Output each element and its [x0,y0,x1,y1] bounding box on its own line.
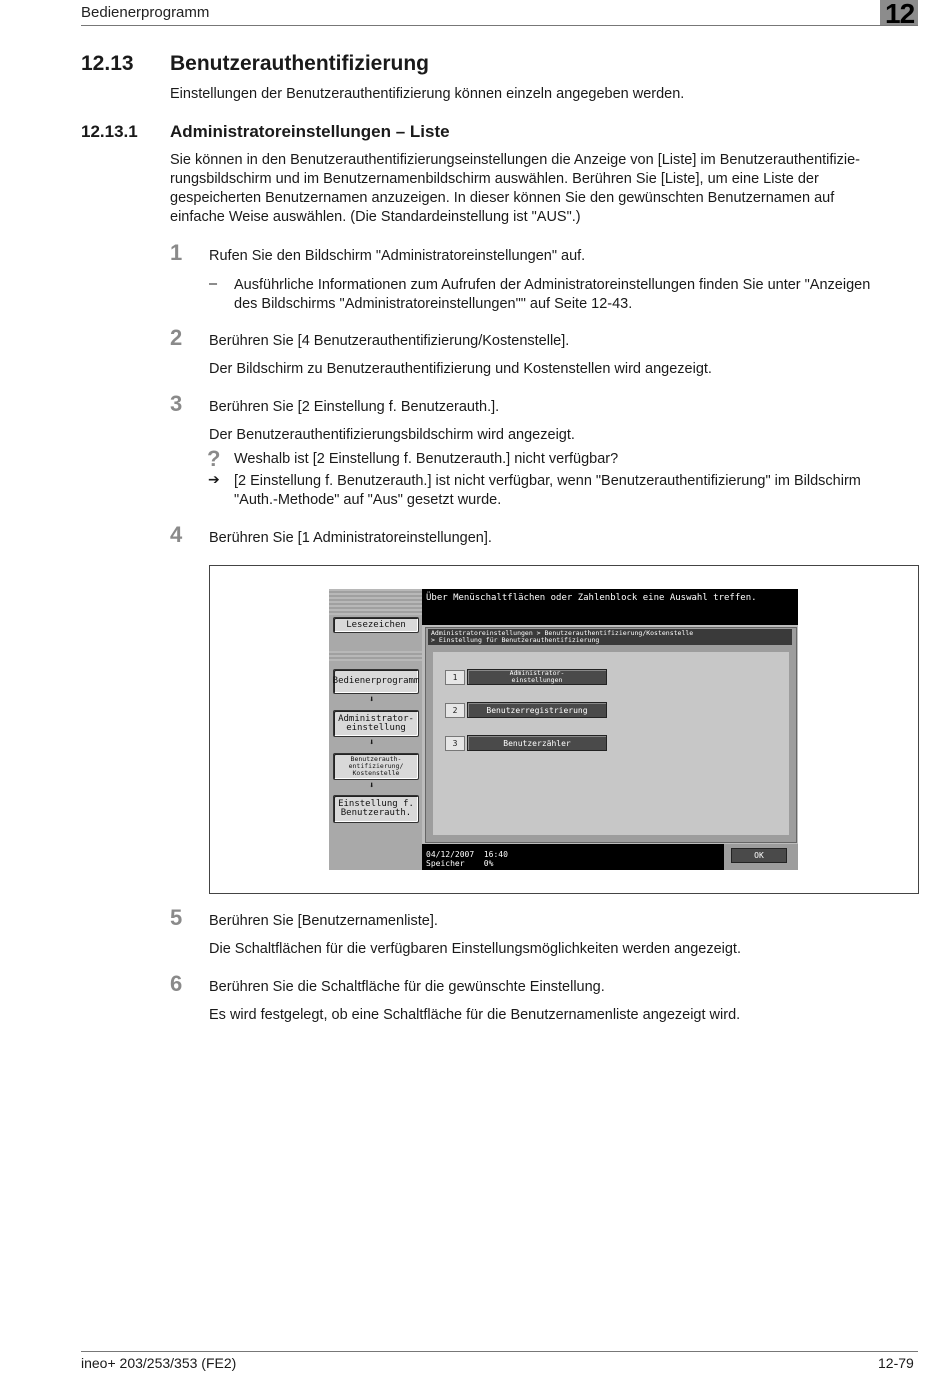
control-panel-screenshot [329,589,798,870]
memory-label: Speicher [426,859,465,868]
screen-main-panel [425,627,797,843]
stripe-decoration [329,651,422,661]
subsection-number: 12.13.1 [81,122,138,141]
ok-area [724,844,798,870]
step-text: Rufen Sie den Bildschirm "Administratoreinstellungen" auf. [209,248,586,264]
subsection-paragraph [170,151,920,227]
step-text: Berühren Sie [Benutzernamenliste]. [209,913,438,929]
step-result: Der Benutzerauthentifizierungsbildschirm wird angezeigt. [209,427,575,443]
screen-status-bar [422,844,798,870]
arrow-down-icon: ⬇ [369,781,375,791]
menu-administratoreinstellungen-button[interactable]: Administrator- einstellungen [467,669,607,685]
question-text: Weshalb ist [2 Einstellung f. Benutzerauth.] nicht verfügbar? [234,451,619,467]
step-number: 3 [170,391,183,416]
section-intro: Einstellungen der Benutzerauthentifizierung können einzeln angegeben werden. [170,86,685,102]
menu-item-number: 3 [445,736,465,751]
question-icon: ? [207,446,221,471]
bullet-dash: – [209,276,218,292]
stripe-decoration [329,589,422,615]
status-date: 04/12/2007 [426,850,475,859]
screen-prompt-bar [422,589,798,625]
paragraph-line: einfache Weise auswählen. (Die Standardeinstellung ist "AUS".) [170,209,581,225]
step-number: 4 [170,522,183,547]
step-result: Es wird festgelegt, ob eine Schaltfläche für die Benutzernamenliste angezeigt wird. [209,1007,741,1023]
step-result: Der Bildschirm zu Benutzerauthentifizierung und Kostenstellen wird angezeigt. [209,361,712,377]
section-title: Benutzerauthentifizierung [170,52,430,75]
memory-value: 0% [483,859,494,868]
subsection-title: Administratoreinstellungen – Liste [170,122,450,141]
nav-auth-kostenstelle-button[interactable]: Benutzerauth- entifizierung/ Kostenstelle [333,753,419,780]
status-time: 16:40 [483,850,508,859]
footer-page-number: 12-79 [878,1355,914,1371]
paragraph-line: gespeicherten Benutzernamen anzuzeigen. In dieser können Sie den gewünschten Benutzernamen auf [170,190,835,206]
answer-line: [2 Einstellung f. Benutzerauth.] ist nicht verfügbar, wenn "Benutzerauthentifizierung" im Bildschirm [234,473,861,489]
step-number: 5 [170,905,183,930]
arrow-down-icon: ⬇ [369,695,375,705]
step-number: 1 [170,240,183,265]
step-result: Die Schaltflächen für die verfügbaren Einstellungsmöglichkeiten werden angezeigt. [209,941,741,957]
menu-item-number: 1 [445,670,465,685]
paragraph-line: Sie können in den Benutzerauthentifizierungseinstellungen die Anzeige von [Liste] im Benutzerauthentifizie- [170,152,861,168]
screen-prompt: Über Menüschaltflächen oder Zahlenblock eine Auswahl treffen. [426,593,757,603]
menu-benutzerregistrierung-button[interactable]: Benutzerregistrierung [467,702,607,718]
nav-einstellung-benutzerauth-button[interactable]: Einstellung f. Benutzerauth. [333,795,419,823]
nav-bedienerprogramm-button[interactable]: Bedienerprogramm [333,669,419,694]
answer-line: "Auth.-Methode" auf "Aus" gesetzt wurde. [234,492,502,508]
section-number: 12.13 [81,52,134,75]
menu-benutzerzaehler-button[interactable]: Benutzerzähler [467,735,607,751]
paragraph-line: rungsbildschirm und im Benutzernamenbildschirm auswählen. Berühren Sie [Liste], um eine Liste der [170,171,819,187]
status-date-memory [426,850,508,868]
ok-button[interactable]: OK [731,848,787,863]
screen-breadcrumb: Administratoreinstellungen > Benutzerauthentifizierung/Kostenstelle > Einstellung für Benutzerauthentifizierung [428,629,792,645]
chapter-number: 12 [885,0,915,29]
footer-model: ineo+ 203/253/353 (FE2) [81,1355,237,1371]
header-divider [81,25,918,26]
menu-item-number: 2 [445,703,465,718]
bullet-line: Ausführliche Informationen zum Aufrufen der Administratoreinstellungen finden Sie unter "Anzeigen [234,277,871,293]
step-number: 2 [170,325,183,350]
arrow-down-icon: ⬇ [369,738,375,748]
menu-panel [433,652,789,835]
footer-divider [81,1351,918,1352]
bullet-line: des Bildschirms "Administratoreinstellungen"" auf Seite 12-43. [234,296,633,312]
step-text: Berühren Sie [1 Administratoreinstellungen]. [209,530,492,546]
screen-left-column [329,589,422,870]
bookmark-button[interactable]: Lesezeichen [333,617,419,633]
step-text: Berühren Sie [2 Einstellung f. Benutzerauth.]. [209,399,500,415]
step-text: Berühren Sie die Schaltfläche für die gewünschte Einstellung. [209,979,605,995]
nav-administrator-button[interactable]: Administrator- einstellung [333,710,419,737]
arrow-right-icon: ➔ [208,471,220,487]
step-text: Berühren Sie [4 Benutzerauthentifizierung/Kostenstelle]. [209,333,570,349]
running-header-title: Bedienerprogramm [81,4,210,21]
step-number: 6 [170,971,183,996]
